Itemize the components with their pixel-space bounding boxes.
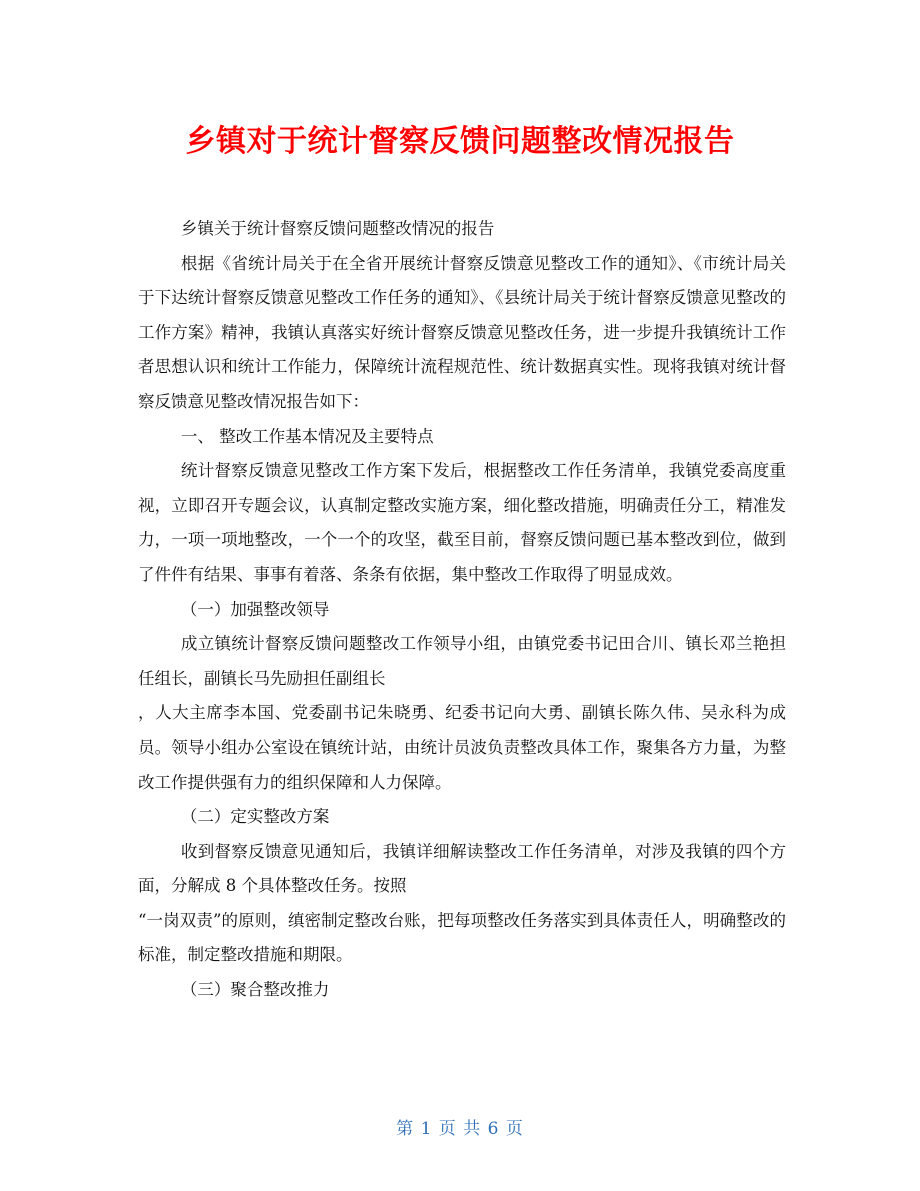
section-1-paragraph: 统计督察反馈意见整改工作方案下发后，根据整改工作任务清单，我镇党委高度重视，立即召开专题会议，认真制定整改实施方案，细化整改措施，明确责任分工，精准发力，一项一项地整改，一个一个的攻坚，截至目前，督察反馈问题已基本整改到位，做到了件件有结果、事事有着落、条条有依据，集中整改工作取得了明显成效。 [138, 461, 786, 584]
document-body [138, 212, 786, 1008]
subsection-1-paragraph-b: ，人大主席李本国、党委副书记朱晓勇、纪委书记向大勇、副镇长陈久伟、吴永科为成员。领导小组办公室设在镇统计站，由统计员波负责整改具体工作，聚集各方力量，为整改工作提供强有力的组织保障和人力保障。 [138, 703, 786, 792]
intro-paragraph: 根据《省统计局关于在全省开展统计督察反馈意见整改工作的通知》、《市统计局关于下达统计督察反馈意见整改工作任务的通知》、《县统计局关于统计督察反馈意见整改的工作方案》精神，我镇认真落实好统计督察反馈意见整改任务，进一步提升我镇统计工作者思想认识和统计工作能力，保障统计流程规范性、统计数据真实性。现将我镇对统计督察反馈意见整改情况报告如下： [138, 253, 786, 411]
document-title: 乡镇对于统计督察反馈问题整改情况报告 [185, 124, 735, 159]
subsection-heading-3: （三）聚合整改推力 [180, 980, 330, 1000]
subsection-2-paragraph-b: “一岗双责”的原则，缜密制定整改台账，把每项整改任务落实到具体责任人，明确整改的标准，制定整改措施和期限。 [138, 910, 786, 965]
subsection-heading-1: （一）加强整改领导 [180, 599, 330, 619]
subsection-2-paragraph-a: 收到督察反馈意见通知后，我镇详细解读整改工作任务清单，对涉及我镇的四个方面，分解成 8 个具体整改任务。按照 [138, 841, 786, 896]
subsection-heading-2: （二）定实整改方案 [180, 807, 330, 827]
page-number-footer: 第 1 页 共 6 页 [396, 1119, 524, 1139]
report-subtitle: 乡镇关于统计督察反馈问题整改情况的报告 [180, 219, 495, 238]
section-heading-1: 一、 整改工作基本情况及主要特点 [180, 426, 434, 446]
subsection-1-paragraph-a: 成立镇统计督察反馈问题整改工作领导小组，由镇党委书记田合川、镇长邓兰艳担任组长，副镇长马先励担任副组长 [138, 634, 786, 688]
